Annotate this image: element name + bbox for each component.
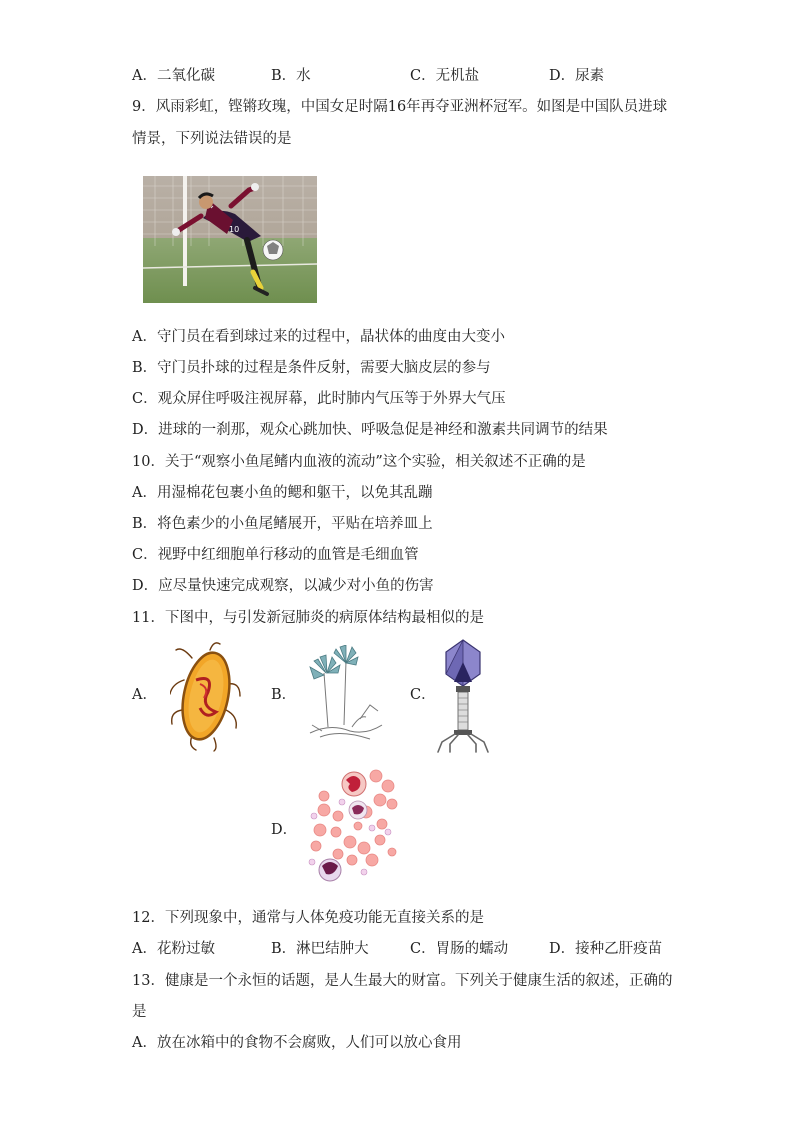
q8-option-b: B．水 bbox=[271, 68, 311, 84]
q11-label-c: C． bbox=[410, 687, 436, 703]
bacterium-figure bbox=[170, 640, 242, 752]
q10-option-d: D．应尽量快速完成观察，以减少对小鱼的伤害 bbox=[132, 578, 434, 594]
q10-option-b: B．将色素少的小鱼尾鳍展开，平贴在培养皿上 bbox=[132, 516, 433, 532]
q9-option-d: D．进球的一刹那，观众心跳加快、呼吸急促是神经和激素共同调节的结果 bbox=[132, 422, 608, 438]
q11-label-a: A． bbox=[132, 687, 157, 703]
q12-stem: 12．下列现象中，通常与人体免疫功能无直接关系的是 bbox=[132, 910, 484, 926]
q9-option-c: C．观众屏住呼吸注视屏幕，此时肺内气压等于外界大气压 bbox=[132, 391, 506, 407]
q11-label-b: B． bbox=[271, 687, 297, 703]
q13-stem-line1: 13．健康是一个永恒的话题，是人生最大的财富。下列关于健康生活的叙述，正确的 bbox=[132, 973, 673, 989]
q10-option-c: C．视野中红细胞单行移动的血管是毛细血管 bbox=[132, 547, 419, 563]
q11-label-d: D． bbox=[271, 822, 298, 838]
q8-options bbox=[132, 66, 672, 86]
q8-option-d: D．尿素 bbox=[549, 68, 605, 84]
q9-option-b: B．守门员扑球的过程是条件反射，需要大脑皮层的参与 bbox=[132, 360, 491, 376]
q12-option-d: D．接种乙肝疫苗 bbox=[549, 941, 663, 957]
q13-stem-line2: 是 bbox=[132, 1004, 147, 1020]
mold-figure bbox=[300, 645, 388, 745]
q12-option-b: B．淋巴结肿大 bbox=[271, 941, 369, 957]
blood-cells-figure bbox=[302, 766, 400, 886]
q9-option-a: A．守门员在看到球过来的过程中，晶状体的曲度由大变小 bbox=[132, 329, 505, 345]
q12-options bbox=[132, 939, 672, 959]
jersey-number: 10 bbox=[229, 225, 240, 234]
q9-stem-line1: 9．风雨彩虹，铿锵玫瑰，中国女足时隔16年再夺亚洲杯冠军。如图是中国队员进球 bbox=[132, 99, 668, 115]
q9-stem-line2: 情景，下列说法错误的是 bbox=[132, 131, 292, 147]
bacteriophage-figure bbox=[434, 638, 492, 754]
q8-option-c: C．无机盐 bbox=[410, 68, 480, 84]
q13-option-a: A．放在冰箱中的食物不会腐败，人们可以放心食用 bbox=[132, 1035, 462, 1051]
q10-option-a: A．用湿棉花包裹小鱼的鳃和躯干，以免其乱蹦 bbox=[132, 485, 433, 501]
q12-option-c: C．胃肠的蠕动 bbox=[410, 941, 509, 957]
q12-option-a: A．花粉过敏 bbox=[132, 941, 215, 957]
q10-stem: 10．关于“观察小鱼尾鳍内血液的流动”这个实验，相关叙述不正确的是 bbox=[132, 454, 586, 470]
goalkeeper-photo bbox=[143, 176, 317, 303]
q11-stem: 11．下图中，与引发新冠肺炎的病原体结构最相似的是 bbox=[132, 610, 484, 626]
q8-option-a: A．二氧化碳 bbox=[132, 68, 215, 84]
